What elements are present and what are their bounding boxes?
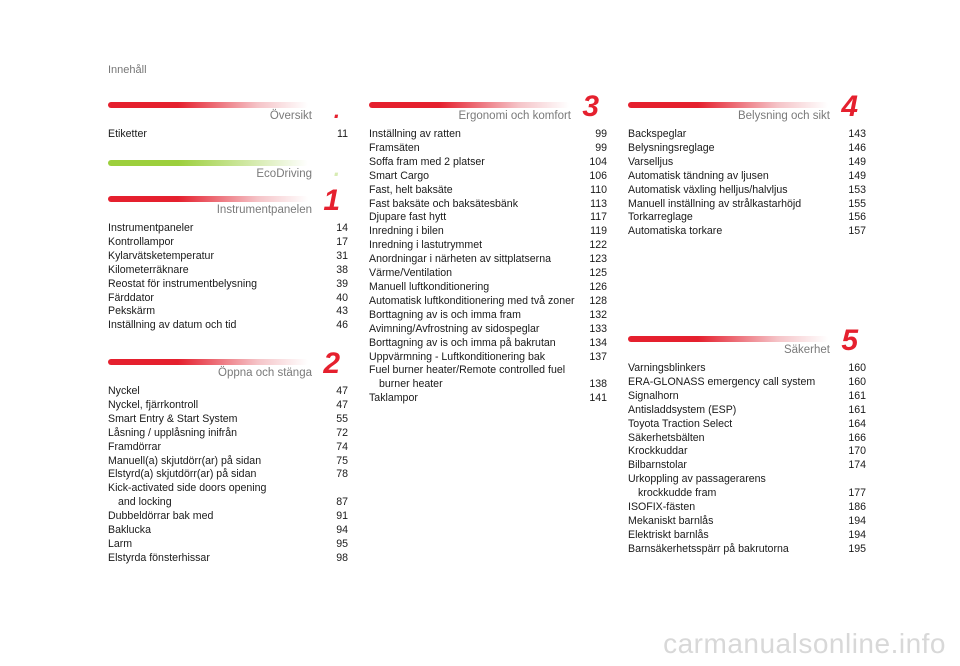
toc-entry-label: Borttagning av is och imma på bakrutan — [369, 336, 556, 349]
toc-entry-page: 166 — [848, 431, 866, 444]
section-title: EcoDriving — [256, 168, 312, 180]
toc-entry-label: Borttagning av is och imma fram — [369, 308, 521, 321]
toc-entry-label: Elektriskt barnlås — [628, 528, 709, 541]
toc-entry-label: Inställning av ratten — [369, 128, 461, 140]
section-oversikt — [108, 98, 348, 142]
toc-entry-label: Urkoppling av passagerarens — [628, 473, 766, 486]
toc-entry-label: Belysningsreglage — [628, 141, 715, 154]
toc-entry[interactable] — [369, 156, 607, 170]
toc-entry-page: 138 — [589, 378, 607, 391]
toc-entry-label: Fast baksäte och baksätesbänk — [369, 197, 518, 210]
toc-entry-page: 153 — [848, 183, 866, 196]
toc-entry-label: Manuell(a) skjutdörr(ar) på sidan — [108, 454, 262, 467]
toc-entry-page: 195 — [848, 542, 866, 555]
entry-list — [108, 385, 348, 566]
toc-entry-page: 134 — [589, 336, 607, 349]
toc-entry-page: 75 — [336, 454, 348, 467]
toc-entry-label: Larm — [108, 537, 133, 550]
toc-entry-page: 157 — [848, 225, 866, 238]
toc-entry-label: Djupare fast hytt — [369, 211, 447, 224]
toc-entry-label: Smart Cargo — [369, 169, 430, 182]
toc-entry[interactable] — [628, 184, 866, 198]
toc-entry-label: Manuell inställning av strålkastarhöjd — [628, 197, 802, 210]
section-oppna-och-stanga — [108, 347, 348, 566]
toc-entry-page: 141 — [589, 392, 607, 405]
toc-entry-label: Pekskärm — [108, 305, 156, 318]
toc-entry-label: Backspeglar — [628, 128, 687, 140]
toc-entry-label: Nyckel, fjärrkontroll — [108, 398, 199, 411]
toc-entry-page: 39 — [336, 277, 348, 290]
toc-entry[interactable] — [628, 445, 866, 459]
section-ergonomi-och-komfort — [369, 90, 607, 406]
toc-entry-label: Krockkuddar — [628, 445, 688, 458]
section-title: Öppna och stänga — [218, 367, 312, 379]
section-number: . — [333, 98, 340, 123]
toc-entry-page: 40 — [336, 291, 348, 304]
toc-entry-label: ERA-GLONASS emergency call system — [628, 375, 816, 388]
toc-entry-page: 47 — [336, 385, 348, 397]
toc-entry-label: Manuell luftkonditionering — [369, 280, 490, 293]
toc-entry-page: 149 — [848, 169, 866, 182]
toc-entry-label: Elstyrda fönsterhissar — [108, 551, 210, 564]
section-number: 1 — [323, 184, 340, 217]
toc-entry[interactable] — [369, 351, 607, 365]
toc-entry-label: Signalhorn — [628, 389, 679, 402]
toc-entry-label: Färddator — [108, 291, 154, 304]
toc-entry-label-continued: burner heater — [379, 378, 443, 391]
toc-entry[interactable] — [108, 385, 348, 399]
toc-entry-label: Låsning / upplåsning inifrån — [108, 426, 237, 439]
toc-entry[interactable] — [628, 459, 866, 473]
toc-entry[interactable] — [108, 292, 348, 306]
toc-entry-page: 137 — [589, 350, 607, 363]
toc-entry[interactable] — [628, 170, 866, 184]
toc-entry-label: Smart Entry & Start System — [108, 412, 238, 425]
toc-entry[interactable] — [108, 441, 348, 455]
toc-entry-page: 110 — [590, 183, 607, 196]
toc-entry-page: 177 — [848, 487, 866, 500]
toc-entry[interactable] — [369, 225, 607, 239]
toc-entry-label: Antisladdsystem (ESP) — [628, 403, 737, 416]
toc-entry-page: 194 — [848, 528, 866, 541]
toc-entry-label: Toyota Traction Select — [628, 417, 733, 430]
section-number: 3 — [582, 90, 599, 123]
entry-list — [628, 362, 866, 557]
toc-entry[interactable] — [369, 211, 607, 225]
section-title: Belysning och sikt — [737, 110, 830, 122]
toc-entry-label: ISOFIX-fästen — [628, 501, 696, 514]
toc-entry[interactable] — [108, 413, 348, 427]
entry-list — [628, 128, 866, 239]
toc-entry-label: Kilometerräknare — [108, 263, 189, 276]
toc-entry[interactable] — [108, 524, 348, 538]
toc-entry[interactable] — [628, 390, 866, 404]
toc-entry-page: 125 — [589, 267, 607, 280]
section-belysning-och-sikt — [628, 90, 866, 239]
toc-entry-label: Inredning i lastutrymmet — [369, 239, 483, 252]
toc-entry[interactable] — [369, 253, 607, 267]
toc-entry-page: 160 — [848, 362, 866, 374]
toc-entry-page: 194 — [848, 514, 866, 527]
entry-list — [108, 128, 348, 142]
section-instrumentpanelen — [108, 184, 348, 333]
toc-entry-page: 99 — [595, 128, 607, 140]
toc-entry[interactable] — [628, 128, 866, 142]
toc-entry-label: Anordningar i närheten av sittplatserna — [369, 253, 551, 266]
toc-entry-page: 78 — [336, 468, 348, 481]
toc-entry-page: 72 — [336, 426, 348, 439]
toc-entry-page: 122 — [589, 239, 607, 252]
toc-entry-label: Inställning av datum och tid — [108, 319, 237, 332]
toc-entry[interactable] — [108, 538, 348, 552]
toc-entry[interactable] — [628, 543, 866, 557]
toc-entry[interactable] — [628, 142, 866, 156]
section-bar — [108, 102, 308, 108]
toc-entry-label: Avimning/Avfrostning av sidospeglar — [369, 322, 540, 335]
toc-entry-label: Mekaniskt barnlås — [628, 514, 714, 527]
toc-entry[interactable] — [108, 399, 348, 413]
toc-entry[interactable] — [369, 281, 607, 295]
toc-entry[interactable] — [628, 225, 866, 239]
toc-entry-page: 87 — [336, 496, 348, 509]
section-title: Ergonomi och komfort — [458, 110, 571, 122]
toc-entry-page: 17 — [336, 235, 348, 248]
toc-entry-page: 74 — [336, 440, 348, 453]
toc-entry-page: 46 — [336, 319, 348, 332]
toc-entry[interactable] — [108, 222, 348, 236]
toc-entry[interactable] — [108, 427, 348, 441]
toc-entry-label: Soffa fram med 2 platser — [369, 155, 485, 168]
toc-entry-page: 146 — [848, 141, 866, 154]
toc-entry[interactable] — [108, 264, 348, 278]
toc-entry-page: 47 — [336, 398, 348, 411]
toc-entry-page: 55 — [336, 412, 348, 425]
toc-entry[interactable] — [369, 295, 607, 309]
toc-entry-page: 14 — [336, 222, 348, 234]
toc-entry[interactable] — [628, 501, 866, 515]
page-title: Innehåll — [108, 64, 147, 76]
watermark: carmanualsonline.info — [663, 628, 946, 659]
toc-entry-page: 149 — [848, 155, 866, 168]
toc-entry[interactable] — [369, 323, 607, 337]
toc-entry-label: Instrumentpaneler — [108, 222, 194, 234]
toc-entry[interactable] — [369, 198, 607, 212]
toc-entry[interactable] — [628, 404, 866, 418]
section-bar — [108, 359, 308, 365]
toc-entry[interactable] — [108, 468, 348, 482]
toc-entry[interactable] — [369, 364, 607, 392]
toc-entry[interactable] — [369, 142, 607, 156]
section-number: 4 — [841, 90, 858, 123]
toc-entry-label-continued: krockkudde fram — [638, 487, 717, 500]
section-bar — [628, 336, 828, 342]
toc-entry[interactable] — [108, 305, 348, 319]
toc-entry-label: Bilbarnstolar — [628, 459, 687, 472]
toc-entry[interactable] — [108, 236, 348, 250]
section-title: Säkerhet — [783, 344, 830, 356]
toc-entry-page: 113 — [590, 197, 607, 210]
toc-entry-page: 11 — [337, 128, 348, 140]
toc-entry[interactable] — [369, 337, 607, 351]
toc-entry-page: 119 — [590, 225, 607, 238]
toc-entry-label: Framsäten — [369, 141, 420, 154]
toc-entry-label: Automatisk tändning av ljusen — [628, 169, 769, 182]
toc-entry-label: Framdörrar — [108, 440, 161, 453]
toc-entry[interactable] — [108, 510, 348, 524]
section-bar — [369, 102, 569, 108]
toc-entry-page: 104 — [589, 155, 607, 168]
toc-entry-label: Automatisk växling helljus/halvljus — [628, 183, 788, 196]
toc-entry-label: Värme/Ventilation — [369, 267, 453, 280]
section-sakerhet — [628, 324, 866, 557]
toc-entry-page: 126 — [589, 280, 607, 293]
toc-entry[interactable] — [369, 392, 607, 406]
toc-entry[interactable] — [628, 529, 866, 543]
toc-entry[interactable] — [628, 156, 866, 170]
toc-entry-label: Kick-activated side doors opening — [108, 482, 267, 495]
toc-entry-label: Taklampor — [369, 392, 418, 405]
section-bar — [108, 196, 308, 202]
toc-entry[interactable] — [108, 455, 348, 469]
toc-entry-label: Nyckel — [108, 385, 140, 397]
toc-entry-page: 106 — [589, 169, 607, 182]
toc-entry[interactable] — [369, 184, 607, 198]
toc-entry[interactable] — [628, 211, 866, 225]
section-number: . — [333, 156, 340, 181]
toc-entry-page: 170 — [848, 445, 866, 458]
toc-entry-label: Automatiska torkare — [628, 225, 723, 238]
entry-list — [108, 222, 348, 333]
toc-entry-page: 160 — [848, 375, 866, 388]
toc-entry-page: 38 — [336, 263, 348, 276]
toc-entry-page: 31 — [336, 249, 348, 262]
toc-entry[interactable] — [628, 362, 866, 376]
toc-entry-page: 123 — [589, 253, 607, 266]
toc-entry-label: Automatisk luftkonditionering med två zoner — [369, 294, 575, 307]
entry-list — [369, 128, 607, 406]
toc-entry[interactable] — [628, 418, 866, 432]
toc-entry-label: Säkerhetsbälten — [628, 431, 705, 444]
toc-entry[interactable] — [108, 319, 348, 333]
section-number: 2 — [323, 347, 340, 380]
toc-entry-label: Torkarreglage — [628, 211, 693, 224]
toc-entry[interactable] — [369, 267, 607, 281]
toc-entry-page: 94 — [336, 524, 348, 537]
toc-entry-page: 186 — [848, 501, 866, 514]
toc-entry-page: 99 — [595, 141, 607, 154]
toc-entry-page: 156 — [848, 211, 866, 224]
toc-entry[interactable] — [628, 376, 866, 390]
toc-entry-label: Uppvärmning - Luftkonditionering bak — [369, 350, 546, 363]
toc-entry-page: 128 — [589, 294, 607, 307]
toc-entry-page: 98 — [336, 551, 348, 564]
toc-entry-page: 95 — [336, 537, 348, 550]
toc-entry-label: Fast, helt baksäte — [369, 183, 453, 196]
section-bar — [108, 160, 308, 166]
toc-entry-label: Varselljus — [628, 155, 674, 168]
toc-entry[interactable] — [108, 482, 348, 510]
toc-entry-page: 174 — [848, 459, 866, 472]
toc-entry-page: 161 — [848, 403, 866, 416]
toc-entry-label: Reostat för instrumentbelysning — [108, 277, 257, 290]
toc-entry[interactable] — [628, 198, 866, 212]
toc-entry[interactable] — [628, 473, 866, 501]
toc-entry[interactable] — [369, 170, 607, 184]
toc-entry-page: 133 — [589, 322, 607, 335]
toc-entry[interactable] — [369, 128, 607, 142]
toc-entry-label: Inredning i bilen — [369, 225, 444, 238]
section-title: Översikt — [269, 110, 312, 122]
toc-entry-page: 117 — [590, 211, 607, 224]
toc-entry-label: Fuel burner heater/Remote controlled fuel — [369, 364, 566, 377]
toc-entry-label: Dubbeldörrar bak med — [108, 510, 214, 523]
toc-entry-label: Varningsblinkers — [628, 362, 706, 374]
toc-entry[interactable] — [628, 432, 866, 446]
toc-entry[interactable] — [108, 552, 348, 566]
toc-entry[interactable] — [108, 250, 348, 264]
toc-entry-page: 91 — [336, 510, 348, 523]
toc-entry-label: Elstyrd(a) skjutdörr(ar) på sidan — [108, 468, 257, 481]
section-title: Instrumentpanelen — [216, 204, 312, 216]
section-number: 5 — [841, 324, 858, 357]
toc-entry-page: 132 — [589, 308, 607, 321]
toc-entry-label: Kontrollampor — [108, 235, 174, 248]
toc-entry-page: 43 — [336, 305, 348, 318]
toc-entry[interactable] — [369, 309, 607, 323]
toc-entry-label: Baklucka — [108, 524, 151, 537]
toc-entry[interactable] — [108, 128, 348, 142]
toc-entry-page: 155 — [848, 197, 866, 210]
toc-entry-label: Barnsäkerhetsspärr på bakrutorna — [628, 542, 789, 555]
toc-entry-label-continued: and locking — [118, 496, 172, 509]
toc-entry[interactable] — [369, 239, 607, 253]
toc-entry-page: 143 — [848, 128, 866, 140]
toc-entry-page: 164 — [848, 417, 866, 430]
toc-entry-page: 161 — [848, 389, 866, 402]
toc-entry[interactable] — [628, 515, 866, 529]
toc-entry-label: Kylarvätsketemperatur — [108, 249, 214, 262]
toc-entry-label: Etiketter — [108, 128, 147, 140]
section-ecodriving — [108, 156, 348, 186]
toc-entry[interactable] — [108, 278, 348, 292]
section-bar — [628, 102, 828, 108]
